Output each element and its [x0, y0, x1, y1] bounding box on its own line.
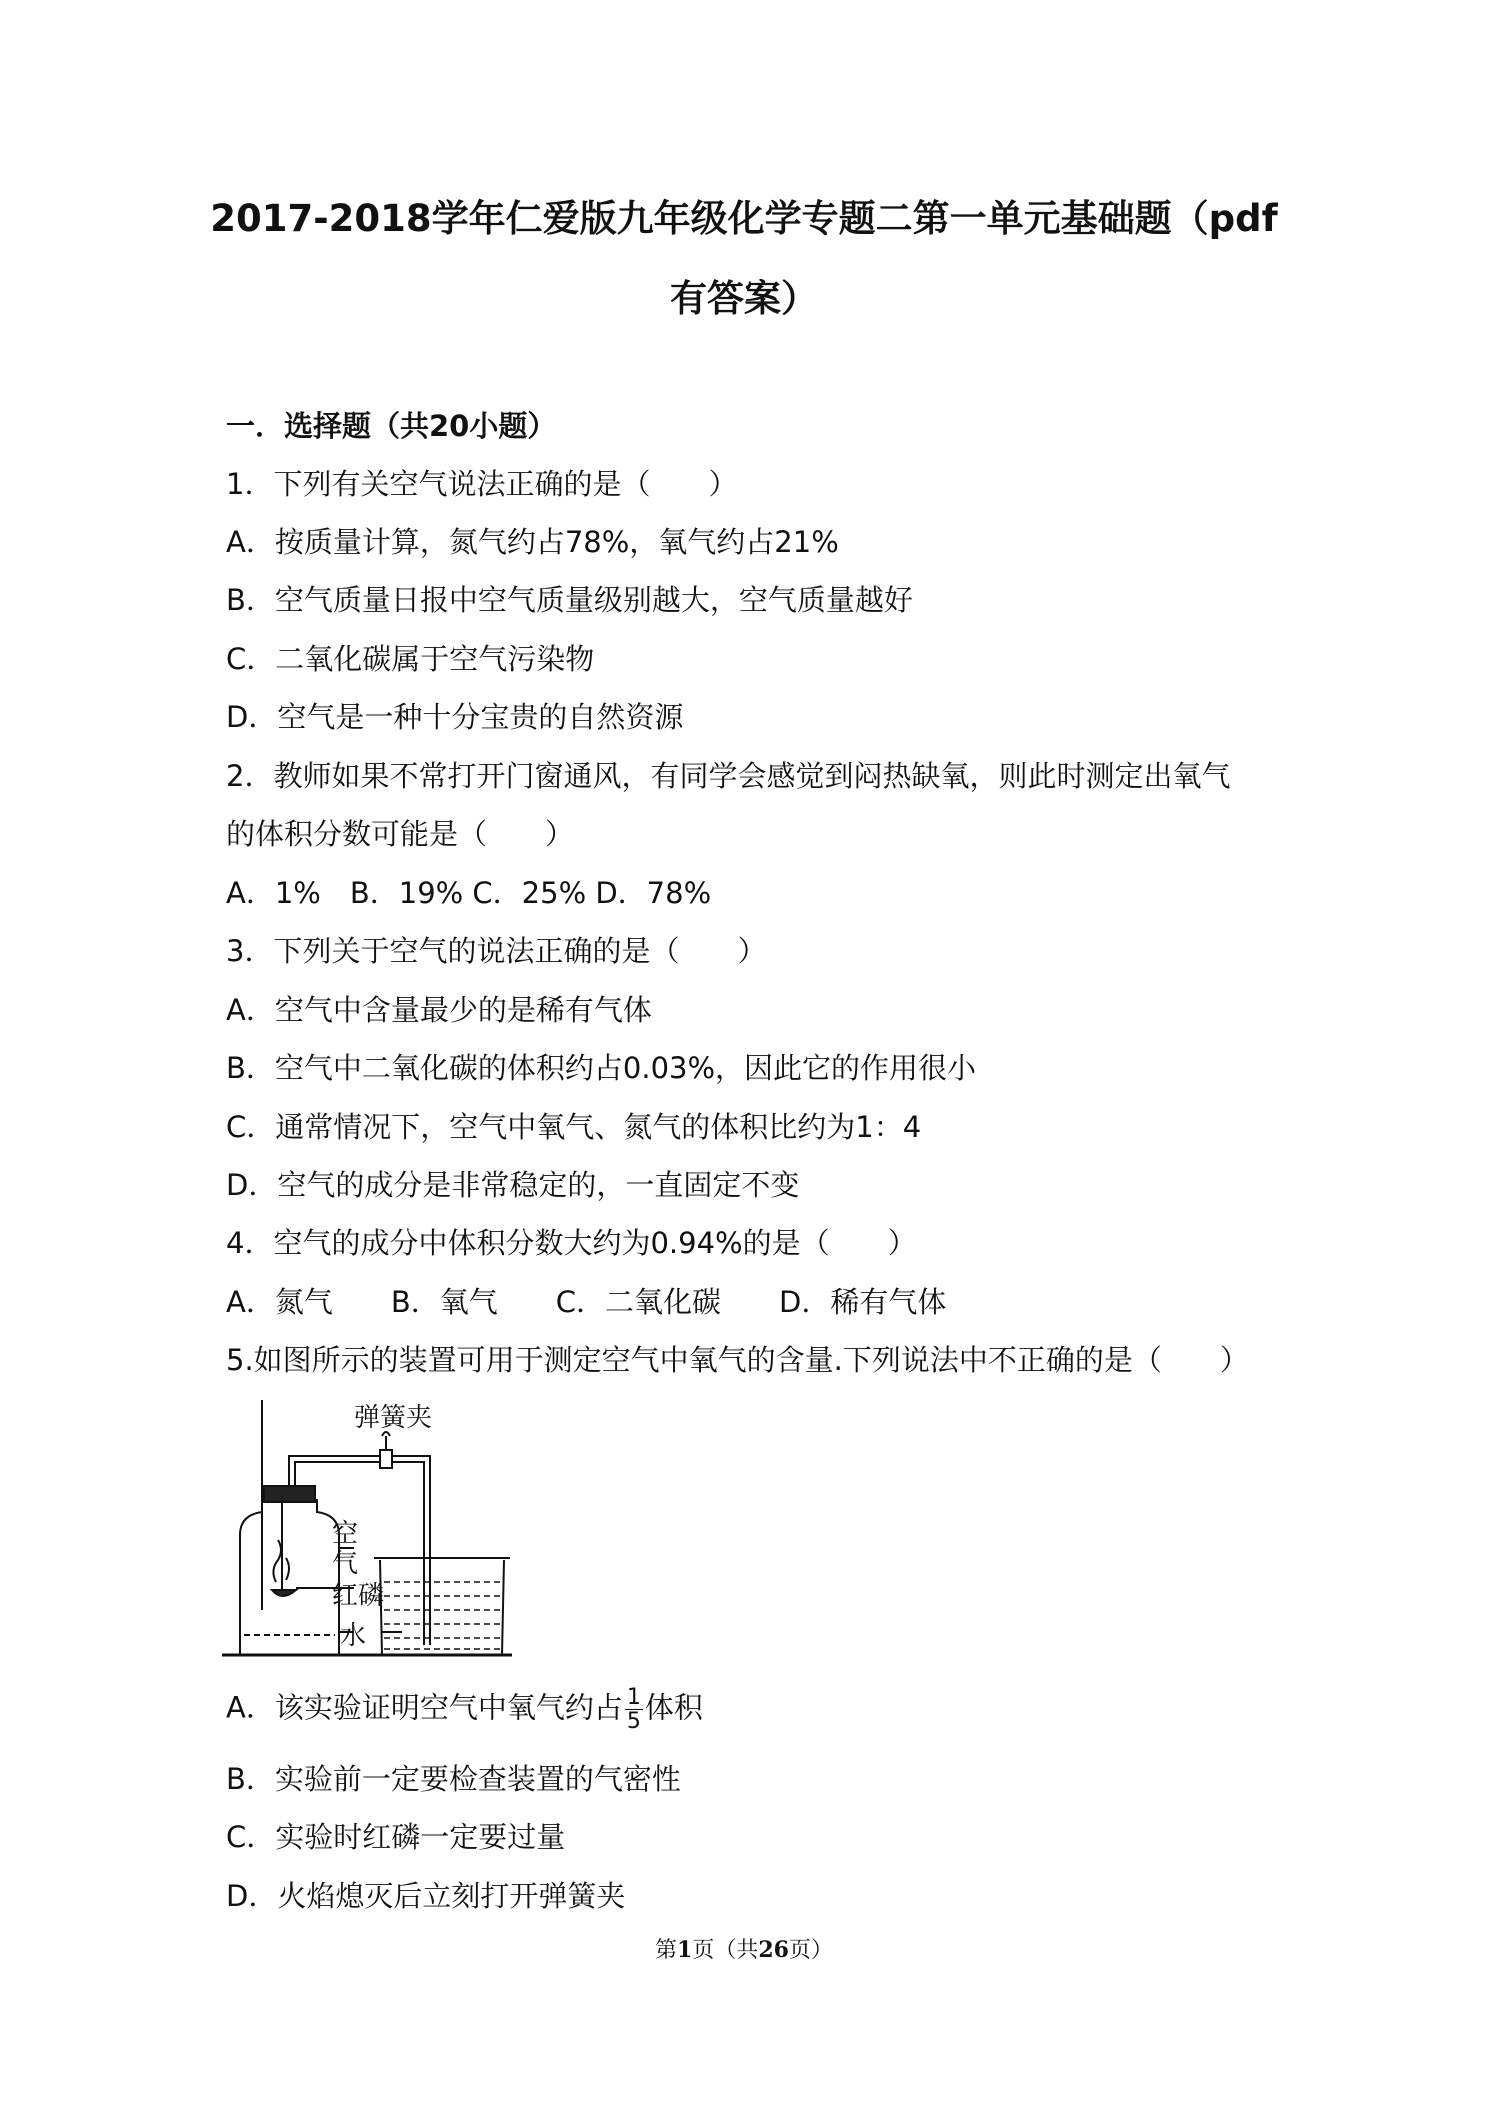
- q5-option-a-suffix: 体积: [644, 1690, 703, 1725]
- q1-stem: 1．下列有关空气说法正确的是（ ）: [226, 467, 738, 501]
- fraction-numerator: 1: [626, 1685, 641, 1710]
- q1-option-a: A．按质量计算，氮气约占78%，氧气约占21%: [226, 525, 839, 559]
- apparatus-diagram: [222, 1400, 512, 1665]
- q4-options: A．氮气 B．氧气 C．二氧化碳 D．稀有气体: [226, 1285, 947, 1319]
- q3-option-a: A．空气中含量最少的是稀有气体: [226, 993, 652, 1027]
- q3-option-c: C．通常情况下，空气中氧气、氮气的体积比约为1：4: [226, 1110, 922, 1144]
- q5-option-a: [226, 1686, 703, 1733]
- footer-suffix: 页）: [788, 1938, 833, 1963]
- section-heading: 一．选择题（共20小题）: [226, 409, 557, 443]
- label-water: 水: [340, 1621, 367, 1651]
- footer-middle: 页（共: [692, 1938, 759, 1963]
- q5-option-d: D．火焰熄灭后立刻打开弹簧夹: [226, 1879, 626, 1913]
- q5-option-c: C．实验时红磷一定要过量: [226, 1820, 566, 1854]
- q1-option-c: C．二氧化碳属于空气污染物: [226, 642, 595, 676]
- q5-stem: 5.如图所示的装置可用于测定空气中氧气的含量.下列说法中不正确的是（ ）: [226, 1343, 1249, 1377]
- footer-total: 26: [758, 1937, 789, 1963]
- fraction-denominator: 5: [626, 1709, 641, 1735]
- q3-stem: 3．下列关于空气的说法正确的是（ ）: [226, 934, 767, 968]
- footer-page: 1: [677, 1937, 693, 1963]
- q5-option-b: B．实验前一定要检查装置的气密性: [226, 1762, 681, 1796]
- q2-stem-1: 2．教师如果不常打开门窗通风，有同学会感觉到闷热缺氧，则此时测定出氧气: [226, 759, 1231, 793]
- fraction: [625, 1686, 643, 1733]
- page-footer: [0, 1933, 1488, 1964]
- q3-option-d: D．空气的成分是非常稳定的，一直固定不变: [226, 1168, 800, 1202]
- q1-option-b: B．空气质量日报中空气质量级别越大，空气质量越好: [226, 583, 913, 617]
- q2-stem-2: 的体积分数可能是（ ）: [226, 817, 575, 851]
- label-air-2: 气: [332, 1549, 359, 1579]
- q1-option-d: D．空气是一种十分宝贵的自然资源: [226, 700, 684, 734]
- q3-option-b: B．空气中二氧化碳的体积约占0.03%，因此它的作用很小: [226, 1051, 977, 1085]
- footer-prefix: 第: [655, 1938, 678, 1963]
- doc-title-line1: 2017-2018学年仁爱版九年级化学专题二第一单元基础题（pdf: [210, 197, 1278, 240]
- label-air-1: 空: [332, 1519, 359, 1549]
- q2-options: A．1% B．19% C．25% D．78%: [226, 876, 712, 910]
- label-phosphorus: 红磷: [332, 1581, 385, 1611]
- q4-stem: 4．空气的成分中体积分数大约为0.94%的是（ ）: [226, 1226, 917, 1260]
- label-clip: 弹簧夹: [354, 1403, 433, 1433]
- doc-title-line2: 有答案）: [670, 277, 818, 320]
- q5-option-a-text: A．该实验证明空气中氧气约占: [226, 1690, 623, 1725]
